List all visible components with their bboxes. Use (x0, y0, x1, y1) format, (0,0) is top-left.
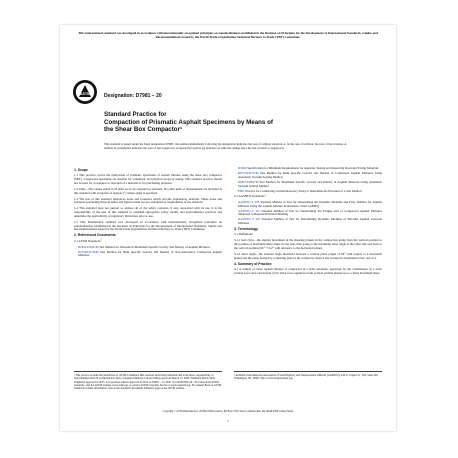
reference-text: Standard Method of Test for Determining Dynamic Modulus of Hot-Mix Asphalt Concrete Mixtures (238, 217, 382, 226)
reference-link[interactable]: D6752/D6752M (238, 171, 259, 176)
paragraph-4-1: 4.1 A sample of loose asphalt mixture is compacted in a fully automatic apparatus by the combination of a static vertical force and a horizontal cyclic shear force applied to both vertical parallel platens up to a fixed maximum shear (234, 266, 382, 275)
reference-text: Test Method for Bulk Specific Gravity and Density of Non-Absorptive Compacted Asphalt Mixtures (78, 249, 222, 258)
scope-heading: 1. Scope (74, 168, 88, 172)
footnotes-right: ³ Available from American Association of State Highway and Transportation Officials (AASHTO), 444 N. Capitol St., NW, Suite 249, Washington, DC 20001, http://www.transportation.org. (234, 371, 382, 381)
reference-item (238, 210, 382, 218)
reference-link[interactable]: AASHTO T 342 (238, 217, 260, 222)
designation-note: This standard is issued under the fixed designation D7981; the number immediately following the designation indicates the year of original adoption or, in the case of revision, the year of last revision. A number in parentheses indicates the year of last reapproval. A superscript epsilon (ε) indicates an editorial change since the last revision or reapproval. (104, 142, 347, 150)
aashto-standards-label: 2.2 AASHTO Standards:³ (234, 193, 266, 198)
reference-text: Test Method for Bulk Specific Gravity and Density of Compacted Asphalt Mixtures Using Automatic Vacuum Sealing Method (238, 171, 383, 179)
reference-text: Test Method for Maximum Specific Gravity and Density of Asphalt Mixtures Using Automatic Vacuum Sealing Method (238, 179, 383, 188)
reference-item (238, 181, 382, 189)
reference-link[interactable]: D2041/D2041M (78, 244, 99, 249)
copyright-line: Copyright © ASTM International, 100 Barr Harbor Drive, PO Box C700, West Conshohocken, PA 19428-2959. United States (162, 410, 294, 413)
reference-link[interactable]: D2726/D2726M (78, 249, 99, 254)
reference-item (238, 201, 382, 209)
reference-item (238, 172, 382, 180)
paragraph-1-5: 1.5 This international standard was developed in accordance with internationally recognized principles on standardization established in the Decision on Principles for the Development of International Standards, Guides and Recommendations issued by the World Trade Organization Technical Barriers to Trade (TBT) Committee. (74, 219, 222, 232)
title-line: Standard Practice for (104, 111, 167, 118)
paragraph-3-1: 3.1 Definitions: (234, 232, 254, 237)
right-column (234, 167, 382, 278)
paragraph-1-3: 1.3 The text of this standard references notes and footnotes which provide explanatory material. These notes and footnotes (excluding those in tables and figures) shall not be considered as requirements of the standard. (74, 196, 222, 205)
reference-link[interactable]: E691 (238, 188, 245, 193)
footnotes-left: ¹ This practice is under the jurisdiction of ASTM Committee D04 on Road and Paving Materials and is the direct responsibility of Subcommittee D04.20 on Mechanical Tests of Asphalt Mixtures. Current edition approved March 15, 2020. Published March 2020. Originally approved in 2015. Last previous edition approved in 2015 as D7981 – 15. DOI: 10.1520/D7981-20. ² For referenced ASTM standards, visit the ASTM website, www.astm.org, or contact ASTM Customer Service at service@astm.org. For Annual Book of ASTM Standards volume information, refer to the standard's Document Summary page on the ASTM website. (74, 371, 222, 390)
terminology-heading: 3. Terminology (234, 227, 258, 232)
astm-standards-label: 2.1 ASTM Standards:² (74, 238, 102, 243)
reference-text: Standard Method of Test for Determining the Fatigue Life of Compacted Asphalt Mixtures Subjected to Repeated Flexural Bending (238, 208, 382, 217)
astm-logo-text: ASTM (79, 92, 91, 97)
reference-text: Test Method for Theoretical Maximum Specific Gravity and Density of Asphalt Mixtures (99, 244, 210, 249)
reference-link[interactable]: AASHTO T 378 (238, 199, 260, 204)
reference-link[interactable]: D6857/D6857M (238, 179, 259, 184)
reference-link[interactable]: AASHTO T 321 (238, 208, 260, 213)
reference-item (78, 251, 222, 259)
paragraph-3-1-1: 3.1.1 lead cycle—the angular movement of the shearing platens in the compaction going from the vertical position to the position of maximum shear angle in one side, then going to the maximum shear angle at the other side and back to the vertical position (90 ° ± 0.2° with reference to the horizontal plane). (234, 238, 382, 250)
wto-notice: This international standard was developed in accordance with internationally recognized principles on standardization established in the Decision on Principles for the Development of International Standards, Guides and Recommendations issued by the World Trade Organization Technical Barriers to Trade (TBT) Committee. (78, 31, 378, 39)
title-line: the Shear Box Compactor¹ (104, 126, 183, 134)
document-page (60, 25, 396, 431)
paragraph-3-1-2: 3.1.2 shear angle—the external angle measured between a vertical plane (angle of 90° with respect to a horizontal plane) and the plane formed by a shearing plate in the compactor when it has reached its maximum travel. See at 4. (234, 251, 382, 260)
reference-text: Practice for Conducting an Interlaboratory Study to Determine the Precision of a Test Method (245, 188, 362, 193)
title-line: Compaction of Prismatic Asphalt Specimens by Means of (104, 118, 273, 126)
reference-text: Standard Method of Test for Determining the Dynamic Modulus and Flow Number for Asphalt Mixtures Using the Asphalt Mixture Performance Tester (AMPT) (238, 199, 382, 208)
standard-title (104, 111, 354, 134)
reference-item (238, 218, 382, 226)
astm-logo-icon (72, 79, 98, 105)
page-number: 1 (227, 419, 229, 423)
paragraph-1-2: 1.2 Units—The values stated in SI units are to be regarded as standard. No other units of measurement are included in this standard with exception of degrees (°) where angle is specified. (74, 186, 222, 195)
designation: Designation: D7981 − 20 (104, 93, 162, 99)
paragraph-1-4: 1.4 This standard does not purport to address all of the safety concerns, if any, associated with its use. It is the responsibility of the user of this standard to establish appropriate safety, health, and environmental practices and determine the applicability of regulatory limitations prior to use. (74, 206, 222, 218)
referenced-documents-heading: 2. Referenced Documents (74, 233, 116, 238)
summary-heading: 4. Summary of Practice (234, 261, 272, 266)
reference-text: Specification for Minimum Requirements for Agencies Testing and Inspecting Road and Paving Materials (247, 166, 379, 170)
reference-link[interactable]: D3666 (238, 166, 247, 170)
left-column (74, 167, 222, 259)
paragraph-1-1: 1.1 This practice covers the fabrication of prismatic specimens of asphalt mixture using the shear box compactor (SBC). Compacted specimens are suitable for volumetric and physical property testing. This standard practice should not be used for acceptance to rejection of a material or for purchasing purposes. (74, 173, 222, 186)
